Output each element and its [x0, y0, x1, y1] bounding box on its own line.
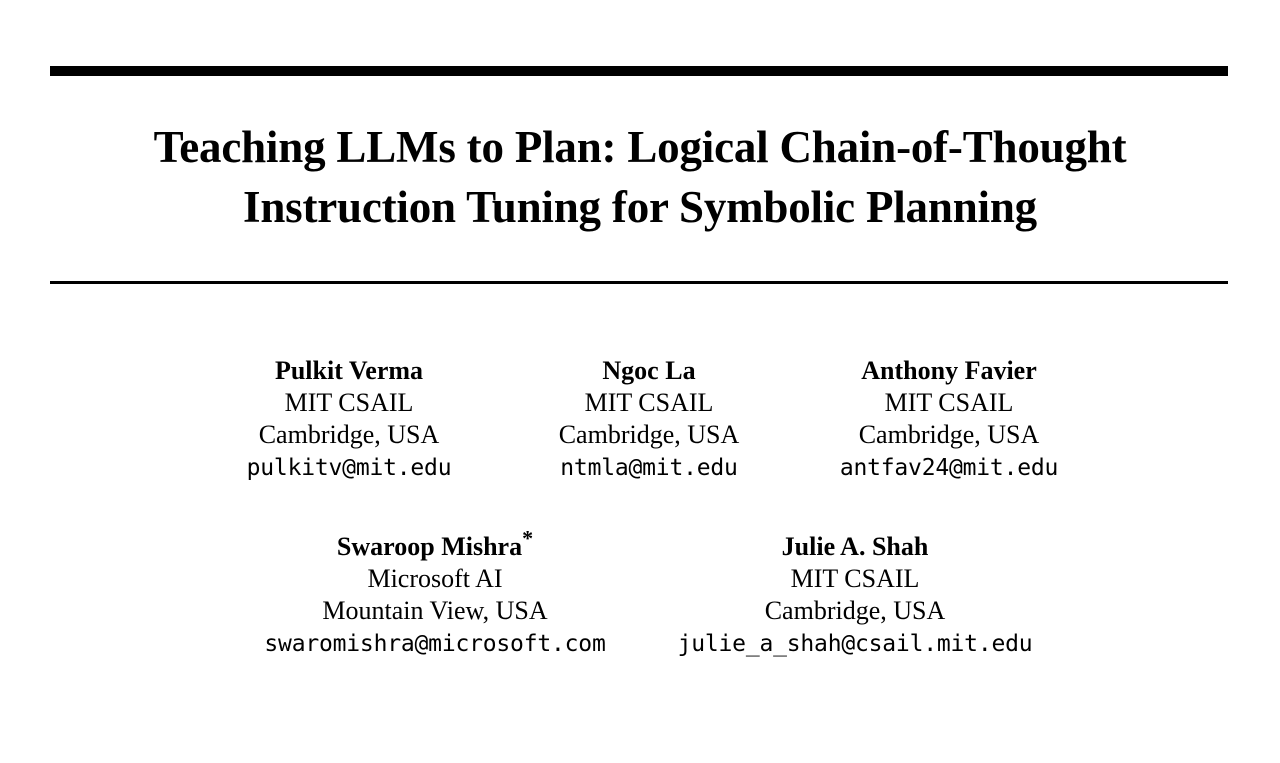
page-title-line-2: Instruction Tuning for Symbolic Planning — [243, 181, 1037, 232]
author-name — [645, 531, 1065, 563]
page-title — [80, 118, 1200, 238]
author-email[interactable]: ntmla@mit.edu — [560, 455, 738, 482]
author-name: Anthony Favier — [861, 356, 1037, 385]
author-location: Cambridge, USA — [764, 596, 946, 626]
author-location: Mountain View, USA — [322, 596, 548, 626]
author-name — [225, 525, 645, 563]
author-email[interactable]: pulkitv@mit.edu — [246, 455, 452, 482]
author-affiliation: MIT CSAIL — [790, 563, 920, 593]
author-entry — [199, 355, 499, 484]
page-title-line-1: Teaching LLMs to Plan: Logical Chain-of-Thought — [153, 122, 1127, 172]
author-block — [0, 355, 1280, 660]
author-location: Cambridge, USA — [258, 419, 440, 449]
author-location: Cambridge, USA — [858, 419, 1040, 449]
author-affiliation: MIT CSAIL — [584, 387, 714, 417]
author-entry — [645, 531, 1065, 660]
author-email[interactable]: antfav24@mit.edu — [839, 455, 1059, 482]
author-row-second — [0, 525, 1280, 660]
author-name-text: Swaroop Mishra — [336, 532, 523, 562]
author-email[interactable]: swaromishra@microsoft.com — [264, 631, 606, 658]
author-affiliation: MIT CSAIL — [284, 387, 414, 417]
author-email[interactable]: julie_a_shah@csail.mit.edu — [677, 631, 1033, 658]
author-name: Pulkit Verma — [274, 356, 424, 385]
author-affiliation: MIT CSAIL — [884, 387, 1014, 417]
author-entry — [799, 355, 1099, 484]
author-entry — [225, 525, 645, 660]
author-location: Cambridge, USA — [558, 419, 740, 449]
author-row-first — [0, 355, 1280, 484]
header-rule-thick — [50, 66, 1228, 76]
author-footnote-marker: * — [522, 525, 534, 551]
header-rule-thin — [50, 281, 1228, 284]
author-name-text: Julie A. Shah — [781, 532, 929, 562]
author-entry — [499, 355, 799, 484]
author-affiliation: Microsoft AI — [367, 563, 503, 593]
author-name: Ngoc La — [602, 356, 696, 385]
